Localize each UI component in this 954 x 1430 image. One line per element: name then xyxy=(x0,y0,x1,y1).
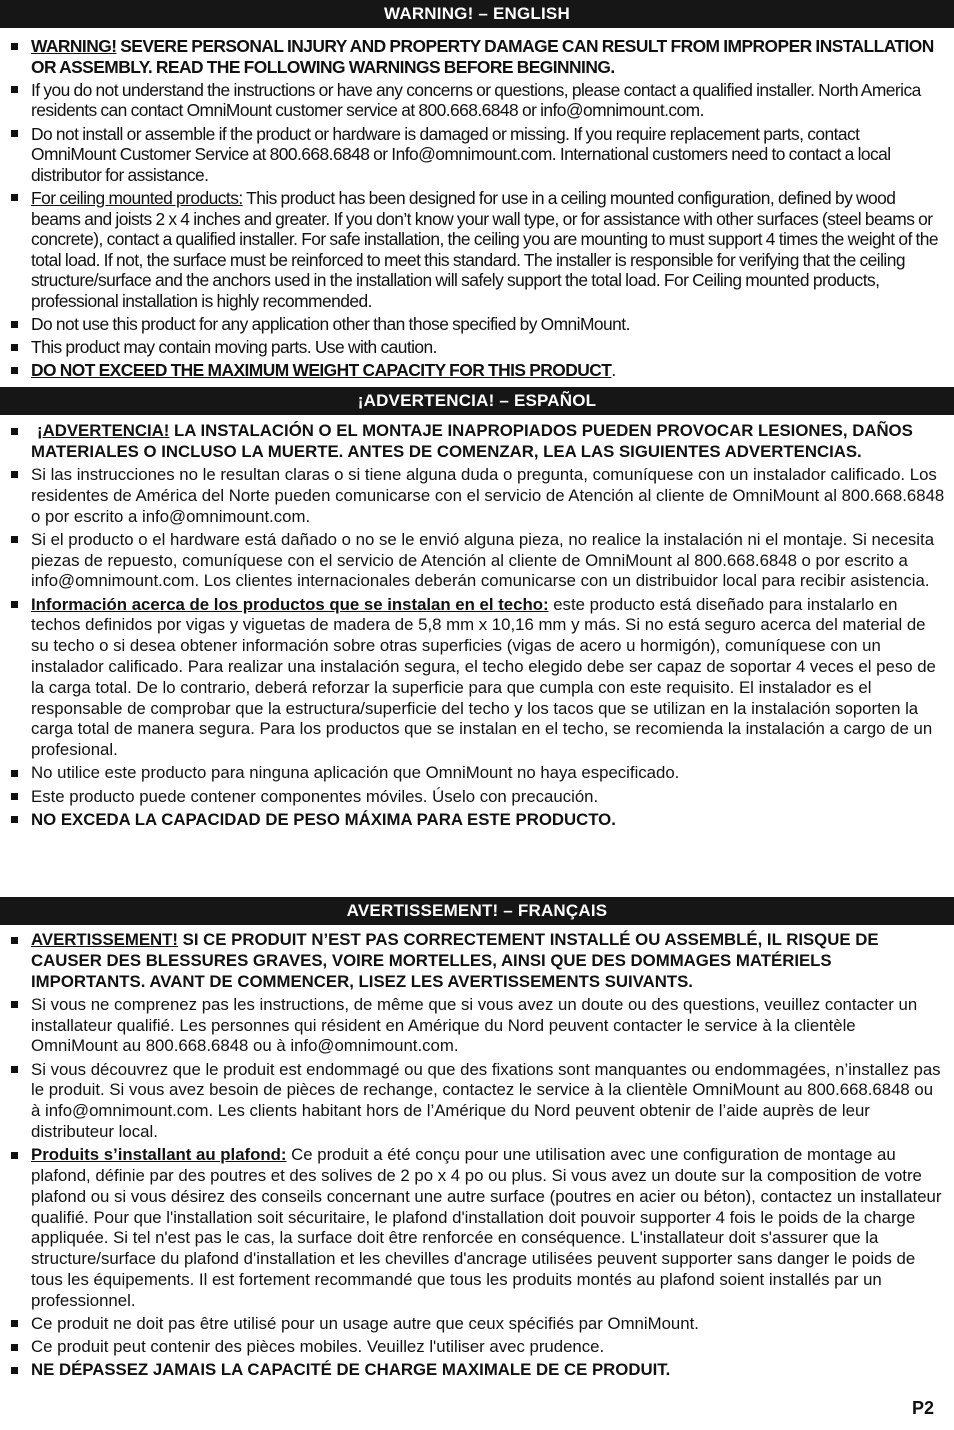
item-text: Si vous découvrez que le produit est endommagé ou que des fixations sont manquantes ou endommagées, n’installez pas le produit. Si vous avez besoin de pièces de rechange, contactez le service à la clientèle OmniMount au 800.668.6848 ou à info@omnimount.com. Les clients habitant hors de l’Amérique du Nord peuvent obtenir de l’aide auprès de leur distributeur local. xyxy=(31,1059,941,1141)
warning-list-english xyxy=(0,36,954,381)
list-item xyxy=(0,337,954,358)
list-item xyxy=(0,36,954,77)
item-text: This product has been designed for use in a ceiling mounted configuration, defined by wood beams and joists 2 x 4 inches and greater. If you don’t know your wall type, or for assistance with other surfaces (steel beams or concrete), contact a qualified installer. For safe installation, the ceiling you are mounting to must support 4 times the weight of the total load. If not, the surface must be reinforced to meet this standard. The installer is responsible for verifying that the ceiling structure/surface and the anchors used in the installation will safely support the total load. For Ceiling mounted products, professional installation is highly recommended. xyxy=(31,187,939,311)
item-text: If you do not understand the instructions or have any concerns or questions, please contact a qualified installer. North America residents can contact OmniMount customer service at 800.668.6848 or info@omnimount.com. xyxy=(31,79,921,121)
list-item xyxy=(0,1337,954,1358)
item-text: SEVERE PERSONAL INJURY AND PROPERTY DAMAGE CAN RESULT FROM IMPROPER INSTALLATION OR ASSEMBLY. READ THE FOLLOWING WARNINGS BEFORE BEGINNING. xyxy=(31,36,934,77)
list-item xyxy=(0,763,954,784)
item-lead: WARNING! xyxy=(31,36,117,56)
list-item xyxy=(0,80,954,121)
page-number: P2 xyxy=(911,1398,934,1418)
list-item xyxy=(0,995,954,1057)
section-english xyxy=(0,0,954,381)
section-french xyxy=(0,897,954,1381)
list-item xyxy=(0,930,954,992)
item-lead: For ceiling mounted products: xyxy=(31,187,243,208)
item-text: Ce produit a été conçu pour une utilisation avec une configuration de montage au plafond, définie par des poutres et des solives de 2 po x 4 po ou plus. Si vous avez un doute sur la composition de votre plafond ou si vous désirez des conseils concernant une autre surface (poutres en acier ou béton), contactez un installateur qualifié. Pour que l'installation soit sécuritaire, le plafond d'installation doit pouvoir supporter 4 fois le poids de la charge appliquée. Si tel n'est pas le cas, la surface doit être renforcée en conséquence. L'installateur doit s'assurer que la structure/surface du plafond d'installation et les chevilles d'ancrage utilisées peuvent supporter sans danger le poids de tous les équipements. Il est fortement recommandé que tous les produits montés au plafond soient installés par un professionnel. xyxy=(31,1145,942,1310)
item-lead: AVERTISSEMENT! xyxy=(31,930,178,949)
item-text: This product may contain moving parts. Use with caution. xyxy=(31,337,437,358)
warning-list-french xyxy=(0,930,954,1381)
list-item xyxy=(0,421,954,463)
item-text: Ce produit peut contenir des pièces mobiles. Veuillez l'utiliser avec prudence. xyxy=(31,1337,605,1357)
list-item xyxy=(0,1060,954,1143)
item-text: Si vous ne comprenez pas les instructions, de même que si vous avez un doute ou des questions, veuillez contacter un installateur qualifié. Les personnes qui résident en Amérique du Nord peuvent contacter le service à la clientèle OmniMount au 800.668.6848 ou à info@omnimount.com. xyxy=(31,994,918,1056)
list-item xyxy=(0,1145,954,1311)
item-text: SI CE PRODUIT N’EST PAS CORRECTEMENT INSTALLÉ OU ASSEMBLÉ, IL RISQUE DE CAUSER DES BLESSURES GRAVES, VOIRE MORTELLES, AINSI QUE DES DOMMAGES MATÉRIELS IMPORTANTS. AVANT DE COMMENCER, LISEZ LES AVERTISSEMENTS SUIVANTS. xyxy=(31,930,879,991)
item-lead: ¡ADVERTENCIA! xyxy=(37,421,170,440)
section-header-french: AVERTISSEMENT! – FRANÇAIS xyxy=(0,897,954,925)
section-header-english: WARNING! – ENGLISH xyxy=(0,0,954,28)
list-item xyxy=(0,595,954,761)
list-item xyxy=(0,124,954,186)
list-item xyxy=(0,188,954,312)
item-text: Si el producto o el hardware está dañado o no se le envió alguna pieza, no realice la instalación ni el montaje. Si necesita piezas de repuesto, comuníquese con el servicio de Atención al cliente de OmniMount al 800.668.6848 o por escrito a info@omnimount.com. Los clientes internacionales deberán comunicarse con un distribuidor local para recibir asistencia. xyxy=(31,529,935,591)
section-header-spanish: ¡ADVERTENCIA! – ESPAÑOL xyxy=(0,387,954,415)
section-spanish xyxy=(0,387,954,830)
item-text: LA INSTALACIÓN O EL MONTAJE INAPROPIADOS PUEDEN PROVOCAR LESIONES, DAÑOS MATERIALES O INCLUSO LA MUERTE. ANTES DE COMENZAR, LEA LAS SIGUIENTES ADVERTENCIAS. xyxy=(31,421,913,461)
item-text: Do not use this product for any application other than those specified by OmniMount. xyxy=(31,314,630,335)
item-text: este producto está diseñado para instalarlo en techos definidos por vigas y viguetas de madera de 5,8 mm x 10,16 mm y más. Si no está seguro acerca del material de su techo o si desea obtener información sobre otras superficies (vigas de acero u hormigón), comuníquese con un instalador calificado. Para realizar una instalación segura, el techo elegido debe ser capaz de soportar 4 veces el peso de la carga total. De lo contrario, deberá reforzar la superficie para que cumpla con este requisito. El instalador es el responsable de comprobar que la estructura/superficie del techo y los tacos que se utilizan en la instalación soporten la carga total de manera segura. Para los productos que se instalan en el techo, se recomienda la instalación a cargo de un profesional. xyxy=(31,594,936,760)
list-item xyxy=(0,1314,954,1335)
item-lead: NE DÉPASSEZ JAMAIS LA CAPACITÉ DE CHARGE MAXIMALE DE CE PRODUIT. xyxy=(31,1360,671,1380)
list-item xyxy=(0,1360,954,1381)
item-lead: Produits s’installant au plafond: xyxy=(31,1145,287,1165)
list-item xyxy=(0,360,954,381)
item-lead: Información acerca de los productos que se instalan en el techo: xyxy=(31,594,549,614)
item-text: Ce produit ne doit pas être utilisé pour un usage autre que ceux spécifiés par OmniMount. xyxy=(31,1313,699,1333)
item-text: Si las instrucciones no le resultan claras o si tiene alguna duda o pregunta, comuníquese con un instalador calificado. Los residentes de América del Norte pueden comunicarse con el servicio de Atención al cliente de OmniMount al 800.668.6848 o por escrito a info@omnimount.com. xyxy=(31,464,945,526)
item-text: Do not install or assemble if the product or hardware is damaged or missing. If you require replacement parts, contact OmniMount Customer Service at 800.668.6848 or Info@omnimount.com. International customers need to contact a local distributor for assistance. xyxy=(31,123,891,185)
item-lead: NO EXCEDA LA CAPACIDAD DE PESO MÁXIMA PARA ESTE PRODUCTO. xyxy=(31,809,616,829)
item-text: Este producto puede contener componentes móviles. Úselo con precaución. xyxy=(31,786,599,806)
list-item xyxy=(0,465,954,527)
item-text: . xyxy=(611,360,616,381)
item-lead: DO NOT EXCEED THE MAXIMUM WEIGHT CAPACITY FOR THIS PRODUCT xyxy=(31,360,612,381)
item-text: No utilice este producto para ninguna aplicación que OmniMount no haya especificado. xyxy=(31,763,680,783)
list-item xyxy=(0,787,954,808)
warning-list-spanish xyxy=(0,421,954,830)
list-item xyxy=(0,810,954,831)
list-item xyxy=(0,530,954,592)
list-item xyxy=(0,314,954,335)
